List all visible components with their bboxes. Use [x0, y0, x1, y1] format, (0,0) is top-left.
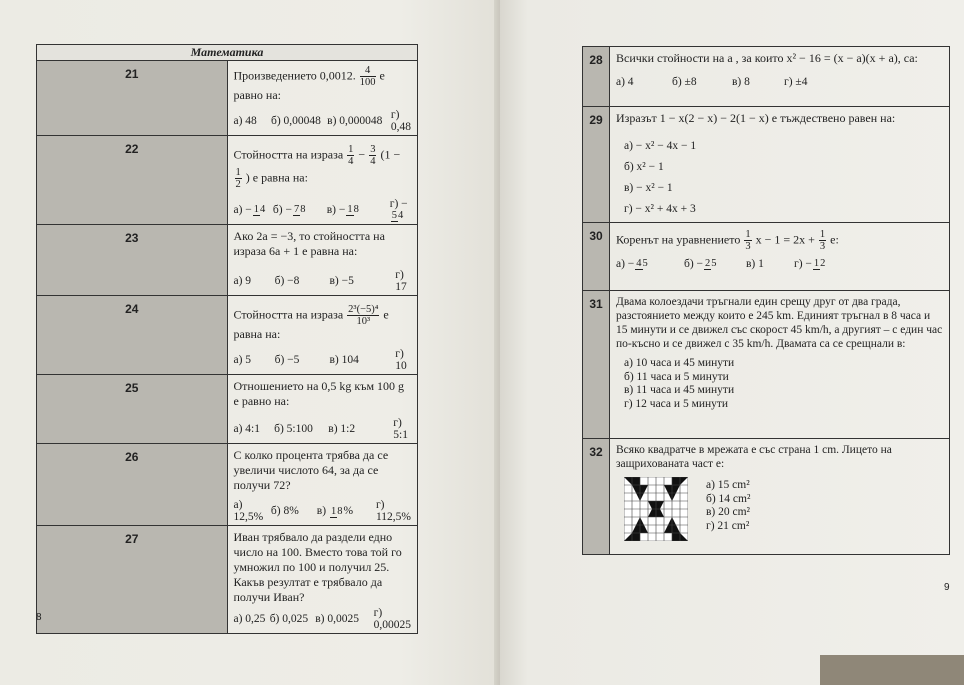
question-number: 23: [37, 225, 228, 296]
answer-row: [610, 74, 949, 90]
questions-table-left: [36, 44, 418, 634]
question-23: [37, 225, 418, 296]
fraction: $\frac{1}{4}$: [348, 144, 354, 167]
answer-a: а) − x² − 4x − 1: [624, 140, 697, 152]
answer-c: в) 18%: [316, 505, 354, 518]
answer-list: [688, 477, 756, 535]
question-number: 25: [37, 375, 228, 444]
fraction: $\frac{1}{3}$: [819, 229, 826, 252]
question-29: [583, 107, 950, 223]
answer-a: а) 0,25: [233, 613, 266, 626]
answer-c: в) −5: [329, 275, 354, 288]
answer-row: [228, 497, 418, 525]
question-26: [37, 444, 418, 526]
question-30: [583, 223, 950, 291]
question-number: 32: [583, 439, 610, 555]
question-stem: С колко процента трябва да се увеличи числото 64, за да се получи 72?: [233, 448, 389, 493]
question-number: 29: [583, 107, 610, 223]
question-stem: Отношението на 0,5 kg към 100 g е равно на:: [233, 379, 405, 409]
answer-c: в) 20 cm²: [706, 506, 751, 518]
answer-b: б) −5: [274, 354, 300, 367]
answer-d: г) 5:1: [393, 417, 408, 442]
page-number-right: 9: [944, 582, 950, 593]
answer-b: б) x² − 1: [624, 161, 664, 173]
answer-c: в) 0,000048: [327, 115, 383, 127]
page-number-left: 8: [36, 612, 42, 623]
answer-a: а) − 45: [616, 258, 648, 270]
answer-b: б) ±8: [672, 76, 697, 88]
answer-c: в) 11 часа и 45 минути: [624, 384, 735, 396]
answer-a: а) 4:1: [233, 423, 261, 436]
question-27: [37, 526, 418, 634]
question-21: [37, 61, 418, 136]
answer-d: г) ±4: [784, 76, 808, 88]
answer-a: а) 10 часа и 45 минути: [624, 357, 735, 369]
answer-list: [610, 355, 949, 413]
question-25: [37, 375, 418, 444]
question-number: 28: [583, 47, 610, 107]
answer-c: в) 1:2: [328, 423, 356, 436]
question-number: 21: [37, 61, 228, 136]
answer-b: б) 8%: [270, 505, 299, 518]
answer-b: б) − 25: [684, 258, 717, 270]
answer-row: [228, 605, 418, 633]
answer-c: в) − 18: [326, 204, 359, 216]
question-stem: Двама колоездачи тръгнали един срещу друг от два града, разстоянието между които е 245 km. Единият тръгнал в 8 часа и 15 минути и се движел със скорост 45 km/h, а другият – с един час по-късно и се движел с 35 km/h. Двамата са се срещнали в:: [616, 296, 943, 350]
question-31: [583, 291, 950, 439]
answer-row: [228, 267, 418, 295]
question-stem: Всички стойности на a , за които x² − 16 = (x − a)(x + a), са:: [616, 51, 918, 65]
answer-d: г) 112,5%: [375, 499, 411, 524]
question-number: 24: [37, 296, 228, 375]
answer-row: [228, 346, 418, 374]
fraction: $\frac{4}{100}$: [359, 65, 376, 88]
right-page: [500, 0, 964, 685]
answer-d: г) 0,48: [390, 109, 411, 133]
answer-a: а) 15 cm²: [706, 479, 750, 491]
question-stem: Иван трябвало да раздели едно число на 100. Вместо това той го умножил по 100 и получил 25. Какъв резултат е трябвало да получи Иван?: [233, 530, 402, 605]
question-32: [583, 439, 950, 555]
shaded-grid-figure: [624, 477, 688, 541]
answer-c: в) 8: [732, 76, 750, 88]
question-number: 30: [583, 223, 610, 291]
answer-b: б) −8: [274, 275, 300, 288]
answer-b: б) 0,00048: [270, 115, 321, 127]
question-22: [37, 136, 418, 225]
question-24: [37, 296, 418, 375]
question-number: 31: [583, 291, 610, 439]
question-number: 27: [37, 526, 228, 634]
answer-d: г) 0,00025: [373, 607, 412, 632]
answer-a: а) 4: [616, 76, 634, 88]
question-stem: Стойността на израза $\frac{\text{2³(−5)⁴}}{\text{10³}}$ е равна на:: [233, 304, 389, 342]
question-28: [583, 47, 950, 107]
answer-b: б) 11 часа и 5 минути: [624, 370, 729, 383]
answer-c: в) 0,0025: [315, 613, 360, 626]
answer-d: г) 21 cm²: [706, 519, 750, 532]
question-stem: Всяко квадратче в мрежата е със страна 1 cm. Лицето на защрихованата част е:: [616, 444, 892, 470]
question-number: 22: [37, 136, 228, 225]
fraction: $\frac{3}{4}$: [370, 144, 376, 167]
answer-row: [228, 107, 418, 135]
answer-row: [610, 256, 949, 272]
answer-a: а) 5: [233, 354, 252, 367]
question-stem: Ако 2a = −3, то стойността на израза 6a + 1 е равна на:: [233, 229, 385, 259]
answer-c: в) − x² − 1: [624, 182, 673, 194]
question-stem: Коренът на уравнението $\frac{1}{3}$ x − 1 = 2x + $\frac{1}{3}$ е:: [616, 229, 839, 252]
answer-b: б) − 78: [272, 204, 306, 216]
answer-a: а) 9: [233, 275, 252, 288]
answer-a: а) 48: [233, 115, 257, 127]
answer-a: а) − 14: [233, 204, 266, 216]
answer-b: б) 14 cm²: [706, 492, 751, 505]
answer-c: в) 1: [746, 258, 764, 271]
answer-d: г) 10: [395, 348, 407, 373]
answer-a: а) 12,5%: [233, 499, 264, 524]
question-number: 26: [37, 444, 228, 526]
question-stem: Стойността на израза $\frac{1}{4}$ − $\frac{3}{4}$ (1 − $\frac{1}{2}$ ) е равна на:: [233, 144, 401, 190]
question-stem: Изразът 1 − x(2 − x) − 2(1 − x) е тъждествено равен на:: [616, 111, 896, 125]
fraction: $\frac{1}{3}$: [745, 229, 751, 252]
answer-d: г) − x² + 4x + 3: [624, 203, 696, 215]
answer-b: б) 5:100: [274, 423, 313, 436]
answer-row: [228, 415, 418, 443]
questions-table-right: [582, 46, 950, 555]
answer-d: г) 12 часа и 5 минути: [624, 397, 729, 410]
answer-d: г) −54: [389, 198, 408, 222]
answer-d: г) 17: [395, 269, 407, 294]
subject-header: Математика: [37, 45, 418, 61]
fraction: $\frac{\text{2³(−5)⁴}}{\text{10³}}$: [348, 304, 379, 328]
table-surface: [820, 655, 964, 685]
answer-d: г) − 12: [794, 258, 826, 270]
question-stem: Произведението 0,0012. $\frac{4}{100}$ е равно на:: [233, 65, 385, 102]
figure-and-answers: [610, 471, 949, 545]
answer-list: [610, 134, 949, 222]
fraction: $\frac{1}{2}$: [235, 167, 241, 190]
answer-b: б) 0,025: [269, 613, 309, 626]
answer-c: в) 104: [329, 354, 359, 367]
answer-row: [228, 196, 418, 224]
